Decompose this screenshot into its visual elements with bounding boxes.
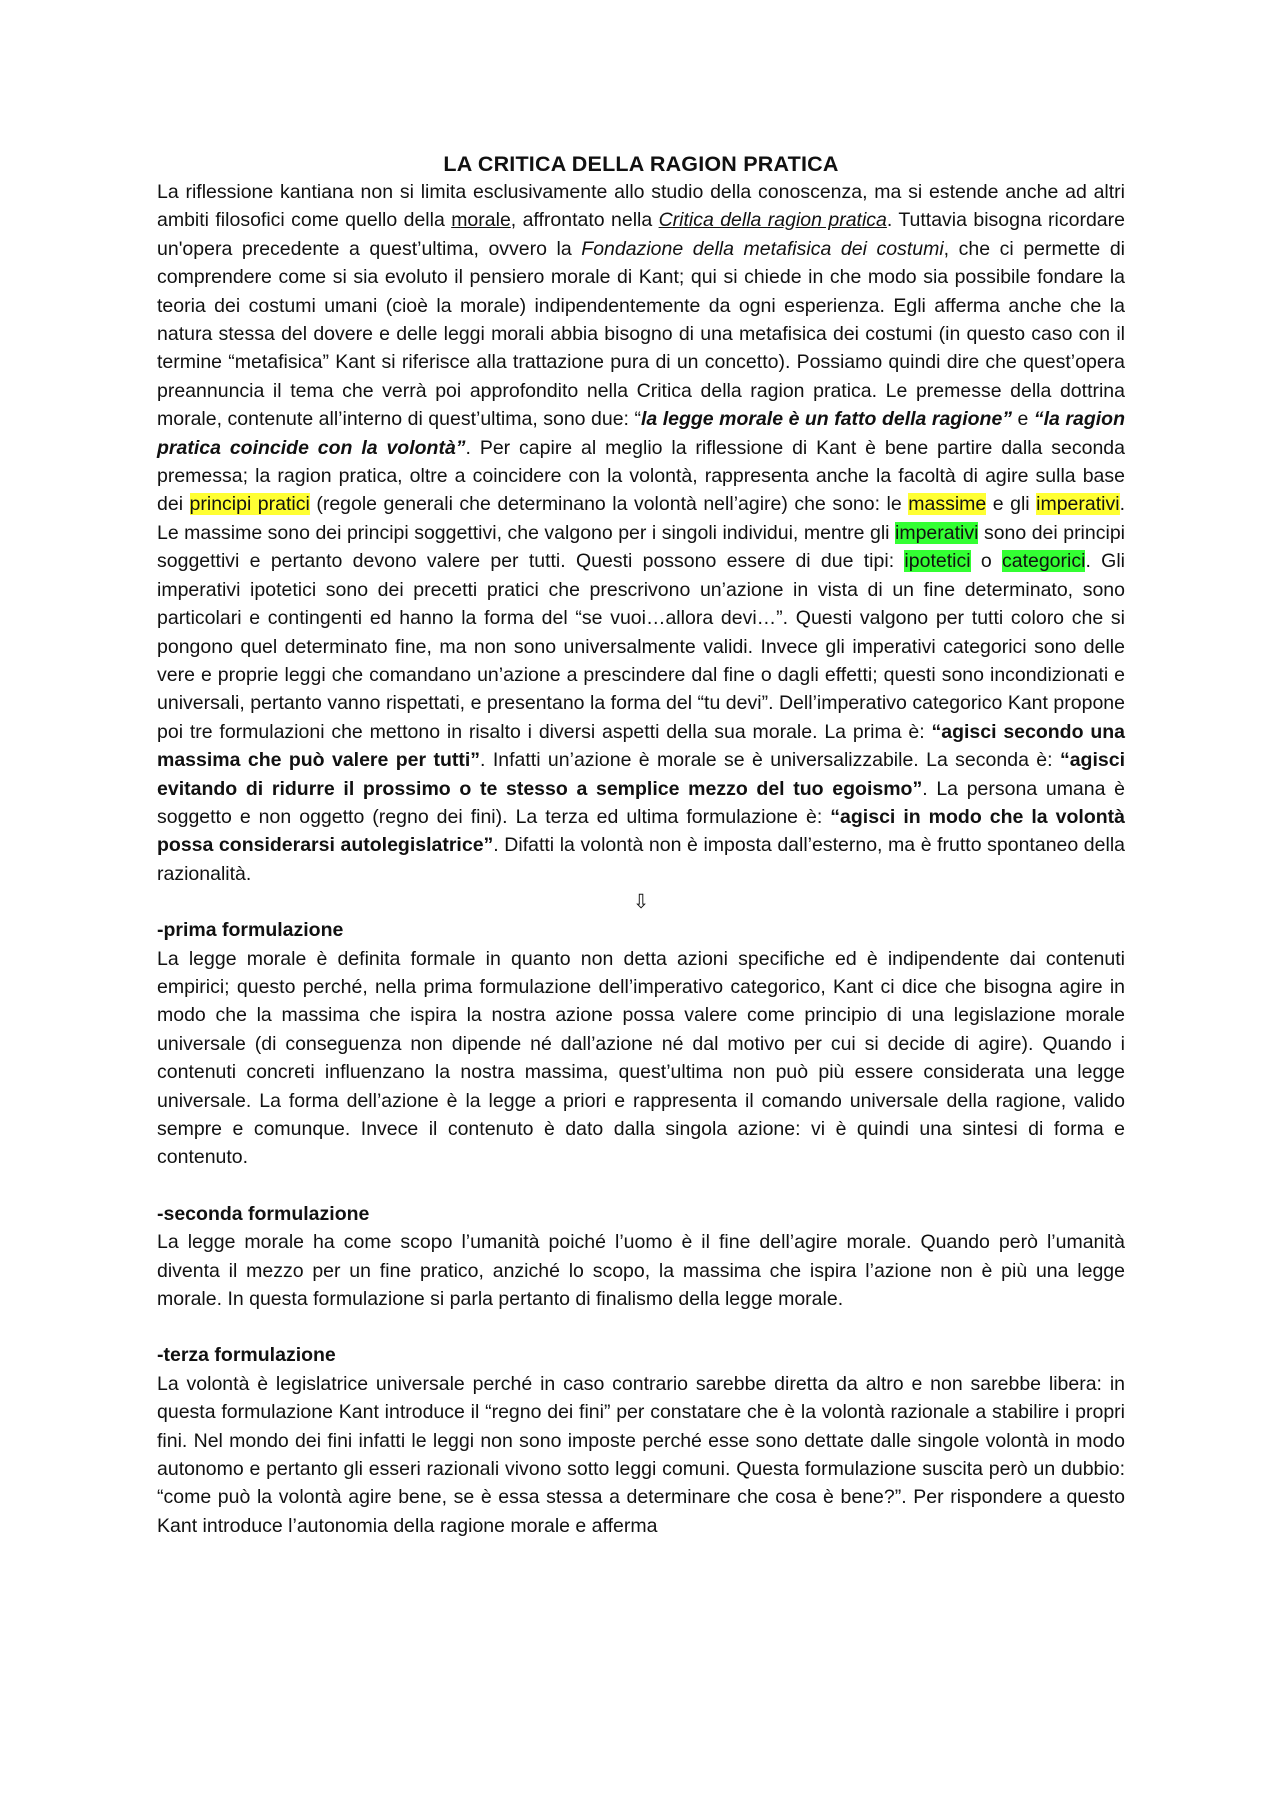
title-critica: Critica della ragion pratica	[658, 209, 887, 232]
text-run: . Difatti la volontà non è imposta dall’esterno, ma è frutto spontaneo della razionalità.	[157, 834, 1126, 885]
down-arrow-icon: ⇩	[632, 891, 650, 914]
highlight-imperativi: imperativi	[1036, 493, 1120, 516]
text-run: , che ci permette di comprendere come si sia evoluto il pensiero morale di Kant; qui si chiede in che modo sia possibile fondare la teoria dei costumi umani (cioè la morale) indipendentemente da ogni esperienza. Egli afferma anche che la natura stessa del dovere e delle leggi morali abbia bisogno di una metafisica dei costumi (in questo caso con il termine “metafisica” Kant si riferisce alla trattazione pura di un concetto). Possiamo quindi dire che quest’opera preannuncia il tema che verrà poi approfondito nella Critica della ragion pratica. Le premesse della dottrina morale, contenute all’interno di quest’ultima, sono due: “	[157, 237, 1126, 431]
term-morale: morale	[451, 209, 511, 232]
section-heading-terza: -terza formulazione	[157, 1344, 336, 1367]
formula-three: “agisci in modo che la volontà possa considerarsi autolegislatrice”	[157, 805, 1125, 857]
text-run: La riflessione kantiana non si limita esclusivamente allo studio della conoscenza, ma si estende anche ad altri ambiti filosofici come quello della	[157, 181, 1125, 232]
text-run: . La persona umana è soggetto e non oggetto (regno dei fini). La terza ed ultima formulazione è:	[157, 777, 1125, 828]
premise-one: la legge morale è un fatto della ragione”	[640, 408, 1013, 431]
text-run: e gli	[986, 493, 1037, 516]
text-run: , affrontato nella	[510, 209, 659, 232]
text-run: sono dei principi soggettivi e pertanto devono valere per tutti. Questi possono essere di due tipi:	[157, 521, 1125, 573]
text-run: . Gli imperativi ipotetici sono dei precetti pratici che prescrivono un’azione in vista di un fine determinato, sono particolari e contingenti ed hanno la forma del “se vuoi…allora devi…”. Questi valgono per tutti coloro che si pongono quel determinato fine, ma non sono universalmente validi. Invece gli imperativi categorici sono delle vere e proprie leggi che comandano un’azione a prescindere dal fine o dagli effetti; questi sono incondizionati e universali, pertanto vanno rispettati, e presentano la forma del “tu devi”. Dell’imperativo categorico Kant propone poi tre formulazioni che mettono in risalto i diversi aspetti della sua morale. La prima è:	[157, 550, 1125, 743]
title-fondazione: Fondazione della metafisica dei costumi	[581, 237, 944, 260]
text-run: . Tuttavia bisogna ricordare un'opera precedente a quest’ultima, ovvero la	[157, 209, 1125, 260]
section-heading-prima: -prima formulazione	[157, 919, 344, 942]
highlight-ipotetici: ipotetici	[904, 550, 971, 573]
spacer	[157, 1313, 1125, 1341]
down-arrow-row	[157, 888, 1125, 916]
highlight-categorici: categorici	[1001, 550, 1086, 573]
text-run: . Per capire al meglio la riflessione di Kant è bene partire dalla seconda premessa; la ragion pratica, oltre a coincidere con la volontà, rappresenta anche la facoltà di agire sulla base dei	[157, 436, 1125, 516]
text-run: . Infatti un’azione è morale se è universalizzabile. La seconda è:	[480, 749, 1060, 772]
document-page	[157, 150, 1125, 1540]
highlight-imperativi-green: imperativi	[895, 521, 979, 544]
intro-paragraph	[157, 178, 1125, 888]
spacer	[157, 1172, 1125, 1200]
text-run: e	[1012, 408, 1034, 431]
premise-two: “la ragion pratica coincide con la volontà”	[157, 408, 1125, 459]
text-run: (regole generali che determinano la volontà nell’agire) che sono: le	[309, 493, 909, 516]
highlight-massime: massime	[908, 493, 987, 516]
formula-one: “agisci secondo una massima che può valere per tutti”	[157, 720, 1125, 772]
formula-two: “agisci evitando di ridurre il prossimo o te stesso a semplice mezzo del tuo egoismo”	[157, 749, 1125, 800]
text-run: . Le massime sono dei principi soggettivi, che valgono per i singoli individui, mentre gli	[157, 493, 1125, 544]
section-text-seconda: La legge morale ha come scopo l’umanità poiché l’uomo è il fine dell’agire morale. Quando però l’umanità diventa il mezzo per un fine pratico, anziché lo scopo, la massima che ispira l’azione non è più una legge morale. In questa formulazione si parla pertanto di finalismo della legge morale.	[157, 1231, 1125, 1311]
highlight-principi-pratici: principi pratici	[189, 493, 310, 516]
section-text-terza: La volontà è legislatrice universale perché in caso contrario sarebbe diretta da altro e non sarebbe libera: in questa formulazione Kant introduce il “regno dei fini” per constatare che è la volontà razionale a stabilire i propri fini. Nel mondo dei fini infatti le leggi non sono imposte perché esse sono dettate dalle singole volontà in modo autonomo e pertanto gli esseri razionali vivono sotto leggi comuni. Questa formulazione suscita però un dubbio: “come può la volontà agire bene, se è essa stessa a determinare che cosa è bene?”. Per rispondere a questo Kant introduce l’autonomia della ragione morale e afferma	[157, 1372, 1125, 1537]
document-title: LA CRITICA DELLA RAGION PRATICA	[443, 152, 839, 176]
text-run: o	[970, 550, 1002, 573]
section-text-prima: La legge morale è definita formale in quanto non detta azioni specifiche ed è indipendente dai contenuti empirici; questo perché, nella prima formulazione dell’imperativo categorico, Kant ci dice che bisogna agire in modo che la massima che ispira la nostra azione possa valere come principio di una legislazione morale universale (di conseguenza non dipende né dall’azione né dal motivo per cui si decide di agire). Quando i contenuti concreti influenzano la nostra massima, quest’ultima non può più essere considerata una legge universale. La forma dell’azione è la legge a priori e rappresenta il comando universale della ragione, valido sempre e comunque. Invece il contenuto è dato dalla singola azione: vi è quindi una sintesi di forma e contenuto.	[157, 947, 1125, 1169]
section-heading-seconda: -seconda formulazione	[157, 1202, 370, 1225]
